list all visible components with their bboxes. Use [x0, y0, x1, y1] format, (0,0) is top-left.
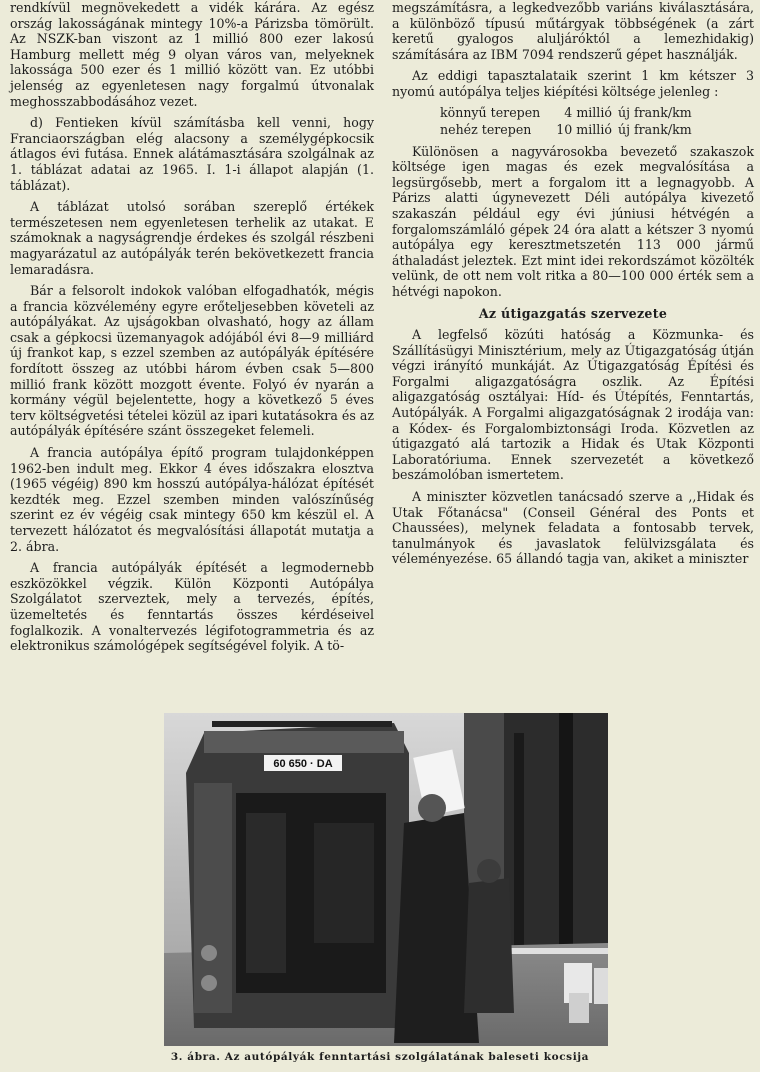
- paragraph-1: rendkívül megnövekedett a vidék kárára. Az egész ország lakosságának mintegy 10%-a Párizsba tömörült. Az NSZK-ban viszont az 1 millió 800 ezer lakosú Hamburg mellett még 9 olyan város van, melyeknek lakossága 500 ezer és 1 millió között van. Ez utóbbi jelenség az egyenletesen nagy forgalmú útvonalak meghosszabbodásához vezet.: [10, 0, 374, 109]
- figure-caption: 3. ábra. Az autópályák fenntartási szolgálatának baleseti kocsija: [170, 1051, 590, 1063]
- paragraph-7: megszámításra, a legkedvezőbb variáns kiválasztására, a különböző típusú műtárgyak többségének (a zárt keretű gyalogos aluljáróktól a lemezhidakig) számítására az IBM 7094 rendszerű gépet használják.: [392, 0, 754, 62]
- paragraph-8: Az eddigi tapasztalataik szerint 1 km kétszer 3 nyomú autópálya teljes kiépítési költsége jelenleg :: [392, 68, 754, 99]
- figure-photo: [164, 713, 608, 1046]
- cost-value: 4 millió: [564, 104, 612, 120]
- terrain-label: könnyű terepen: [440, 104, 541, 120]
- license-plate: 60 650 · DA: [273, 758, 333, 770]
- table-row: [440, 104, 698, 121]
- paragraph-2: d) Fentieken kívül számításba kell venni, hogy Franciaországban elég alacsony a személygépkocsik átlagos évi futása. Ennek alátámasztására szolgálnak az 1. táblázat adatai az 1965. I. 1-i állapot alapján (1. táblázat).: [10, 115, 374, 193]
- paragraph-10: A legfelső közúti hatóság a Közmunka- és Szállításügyi Minisztérium, mely az Útigazgatóság útján végzi irányító munkáját. Az Útigazgatóság Építési és Forgalmi aligazgatóságra oszlik. Az Építési aligazgatóság osztályai: Híd- és Útépítés, Fenntartás, Autópályák. A Forgalmi aligazgatóságnak 2 irodája van: a Kódex- és Forgalombiztonsági Iroda. Közvetlen az útigazgató alá tartozik a Hidak és Utak Központi Laboratóriuma. Ennek szervezetét a következő beszámolóban ismertetem.: [392, 327, 754, 483]
- terrain-label: nehéz terepen: [440, 121, 532, 137]
- cost-table: [440, 104, 698, 138]
- paragraph-3: A táblázat utolsó sorában szereplő értékek természetesen nem egyenletesen terhelik az utakat. E számoknak a nagyságrendje érdekes és szolgál részbeni magyarázatul az autópályák terén bekövetkezett francia lemaradásra.: [10, 199, 374, 277]
- cost-unit: új frank/km: [617, 121, 692, 137]
- paragraph-6: A francia autópályák építését a legmodernebb eszközökkel végzik. Külön Központi Autópálya Szolgálatot szerveztek, mely a tervezés, építés, üzemeltetés és fenntartás összes kérdéseivel foglalkozik. A vonaltervezés légifotogrammetria és az elektronikus számológépek segítségével folyik. A tö-: [10, 560, 374, 654]
- paragraph-5: A francia autópálya építő program tulajdonképpen 1962-ben indult meg. Ekkor 4 éves időszakra elosztva (1965 végéig) 890 km hosszú autópálya-hálózat építését kezdték meg. Ezzel szemben minden valószínűség szerint ez év végéig csak mintegy 650 km készül el. A tervezett hálózatot és megvalósítási állapotát mutatja a 2. ábra.: [10, 445, 374, 554]
- paragraph-9: Különösen a nagyvárosokba bevezető szakaszok költsége igen magas és ezek megvalósítása a legsürgősebb, mert a forgalom itt a legnagyobb. A Párizs alatti úgynevezett Déli autópálya kivezető szakaszán például egy évi júniusi hétvégén a forgalomszámláló gépek 24 óra alatt a kétszer 3 nyomú autópálya egy keresztmetszetén 113 000 jármű áthaladást jeleztek. Ezt mint idei rekordszámot közölték velünk, de ott nem volt ritka a 80—100 000 érték sem a hétvégi napokon.: [392, 143, 754, 299]
- accident-vehicle-photo: [164, 713, 608, 1046]
- right-column: [392, 0, 754, 573]
- paragraph-4: Bár a felsorolt indokok valóban elfogadhatók, mégis a francia közvélemény egyre erőteljesebben követeli az autópályákat. Az ujságokban olvasható, hogy az állam csak a gépkocsi üzemanyagok adójából évi 8—9 milliárd új frankot kap, s ezzel szemben az autópályák építésére fordított összeg az utóbbi három évben csak 5—800 millió frank között mozgott évente. Folyó év nyarán a kormány végül bejelentette, hogy a következő 5 éves terv költségvetési tételei közül az ipari kutatásokra és az autópályák építésére szánt összegeket felemeli.: [10, 283, 374, 439]
- paragraph-11: A miniszter közvetlen tanácsadó szerve a ,,Hidak és Utak Főtanácsa" (Conseil Général des Ponts et Chaussées), melynek feladata a fontosabb tervek, tanulmányok és javaslatok felülvizsgálata és véleményezése. 65 állandó tagja van, akiket a miniszter: [392, 489, 754, 567]
- left-column: [10, 0, 374, 660]
- cost-value: 10 millió: [556, 121, 612, 137]
- cost-unit: új frank/km: [617, 104, 692, 120]
- section-heading: Az útigazgatás szervezete: [478, 305, 668, 321]
- table-row: [440, 121, 698, 138]
